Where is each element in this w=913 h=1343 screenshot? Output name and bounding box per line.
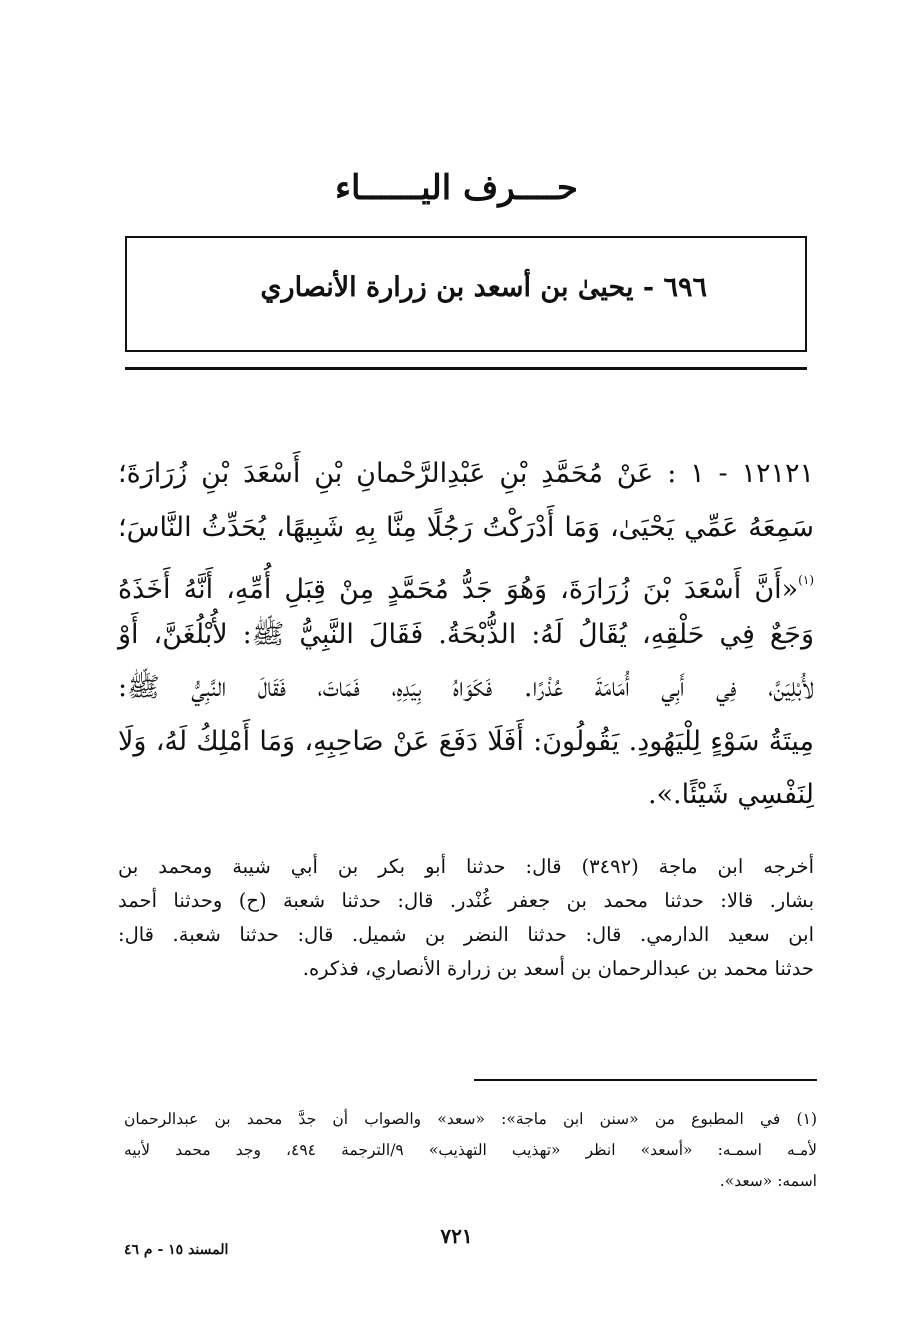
takhrij-line: بشار. قالا: حدثنا محمد بن جعفر غُنْدر. قال: حدثنا شعبة (ح) وحدثنا أحمد [118,889,814,912]
hadith-line: سَمِعَهُ عَمِّي يَحْيَىٰ، وَمَا أَدْرَكْتُ رَجُلًا مِنَّا بِهِ شَبِيهًا، يُحَدِّثُ النَّاسَ؛ [118,511,814,543]
takhrij-line: أخرجه ابن ماجة (٣٤٩٢) قال: حدثنا أبو بكر بن أبي شيبة ومحمد بن [118,855,814,878]
page-number: ٧٢١ [440,1224,473,1248]
footnote-reference: (١) [798,573,814,587]
hadith-text [118,447,814,822]
hadith-line-text: «أَنَّ أَسْعَدَ بْنَ زُرَارَةَ، وَهُوَ جَدُّ مُحَمَّدٍ مِنْ قِبَلِ أُمِّهِ، أَنَّهُ أَخَذَهُ [118,574,799,605]
hadith-line: لِنَفْسِي شَيْئًا.». [647,779,814,810]
takhrij-paragraph [118,850,814,986]
chapter-heading: حــــرف اليــــــاء [335,168,578,208]
takhrij-line: ابن سعيد الدارمي. قال: حدثنا النضر بن شميل. قال: حدثنا شعبة. قال: [118,923,814,946]
footnote-line: اسمه: «سعد». [719,1172,817,1190]
printer-signature: المسند ١٥ - م ٤٦ [124,1242,229,1258]
entry-title-box [125,236,807,352]
footnote-divider [474,1079,817,1081]
footnote-line: (١) في المطبوع من «سنن ابن ماجة»: «سعد» والصواب أن جدَّ محمد بن عبدالرحمان [124,1110,817,1128]
takhrij-line: حدثنا محمد بن عبدالرحمان بن أسعد بن زرارة الأنصاري، فذكره. [302,957,814,980]
hadith-line [118,554,814,608]
hadith-line: مِيتَةُ سَوْءٍ لِلْيَهُودِ. يَقُولُونَ: أَفَلَا دَفَعَ عَنْ صَاحِبِهِ، وَمَا أَمْلِكُ لَهُ، وَلَا [118,725,814,757]
footnote-line: لأمـه اسمـه: «أسعد» انظر «تهذيب التهذيب» ٩/الترجمة ٤٩٤، وجد محمد لأبيه [124,1141,817,1159]
hadith-line: لأُبْلِيَنَّ، فِي أَبِي أُمَامَةَ عُذْرًا. فَكَوَاهُ بِيَدِهِ، فَمَاتَ، فَقَالَ النَّبِيُّ ﷺ: [118,672,814,703]
title-divider [125,367,807,370]
entry-title: ٦٩٦ - يحيىٰ بن أسعد بن زرارة الأنصاري [260,272,707,303]
hadith-line: وَجَعٌ فِي حَلْقِهِ، يُقَالُ لَهُ: الذُّبْحَةُ. فَقَالَ النَّبِيُّ ﷺ: لأُبْلُغَنَّ، أَوْ [118,618,814,650]
hadith-line: ١٢١٢١ - ١ : عَنْ مُحَمَّدِ بْنِ عَبْدِالرَّحْمانِ بْنِ أَسْعَدَ بْنِ زُرَارَةَ؛ [118,458,814,489]
footnote [124,1104,817,1197]
